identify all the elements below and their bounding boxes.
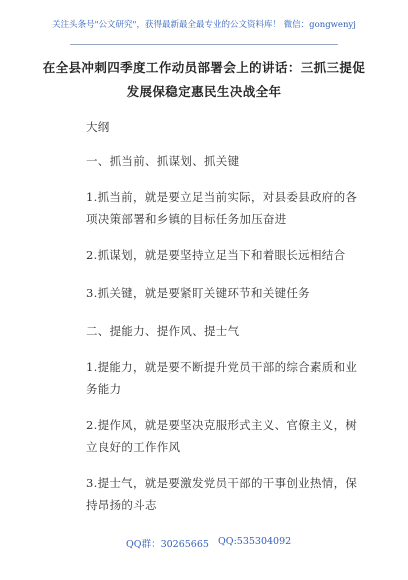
section-2-heading: [86, 320, 346, 342]
outline-heading-text: 大纲: [86, 120, 110, 134]
section-1-heading-text: 一、抓当前、抓谋划、抓关键: [86, 154, 240, 168]
item-1-1-line-2: 项决策部署和乡镇的目标任务加压奋进: [86, 212, 287, 226]
header-banner: 关注头条号"公文研究"，获得最新最全最专业的公文资料库！ 微信：gongwenyj: [52, 20, 356, 30]
item-1-1-line-1: 1.抓当前，就是要立足当前实际，对县委县政府的各: [86, 190, 358, 204]
section-1-heading: [86, 150, 346, 172]
footer: [0, 536, 408, 550]
section-2-heading-text: 二、提能力、提作风、提士气: [86, 324, 240, 338]
item-2-2-line-2: 立良好的工作作风: [86, 440, 181, 454]
item-2-2: [86, 414, 358, 458]
item-2-3-line-1: 3.提士气，就是要激发党员干部的干事创业热情，保: [86, 476, 358, 490]
document-title-line-2: 发展保稳定惠民生决战全年: [126, 84, 282, 99]
item-1-2: [86, 244, 346, 266]
document-title-line-1: 在全县冲刺四季度工作动员部署会上的讲话：三抓三提促: [42, 60, 366, 75]
item-2-1-line-1: 1.提能力，就是要不断提升党员干部的综合素质和业: [86, 360, 358, 374]
item-2-1-line-2: 务能力: [86, 382, 122, 396]
item-1-1: [86, 186, 358, 230]
item-2-1: [86, 356, 358, 400]
item-1-2-text: 2.抓谋划，就是要坚持立足当下和着眼长远相结合: [86, 248, 346, 262]
item-2-3: [86, 472, 358, 516]
item-1-3-text: 3.抓关键，就是要紧盯关键环节和关键任务: [86, 286, 310, 300]
header-divider: [70, 44, 338, 45]
item-2-3-line-2: 持昂扬的斗志: [86, 498, 157, 512]
footer-qq-group: QQ群：30265665: [126, 539, 209, 550]
item-1-3: [86, 282, 346, 304]
outline-heading: [86, 116, 346, 138]
footer-qq: QQ:535304092: [218, 536, 292, 547]
item-2-2-line-1: 2.提作风，就是要坚决克服形式主义、官僚主义，树: [86, 418, 358, 432]
